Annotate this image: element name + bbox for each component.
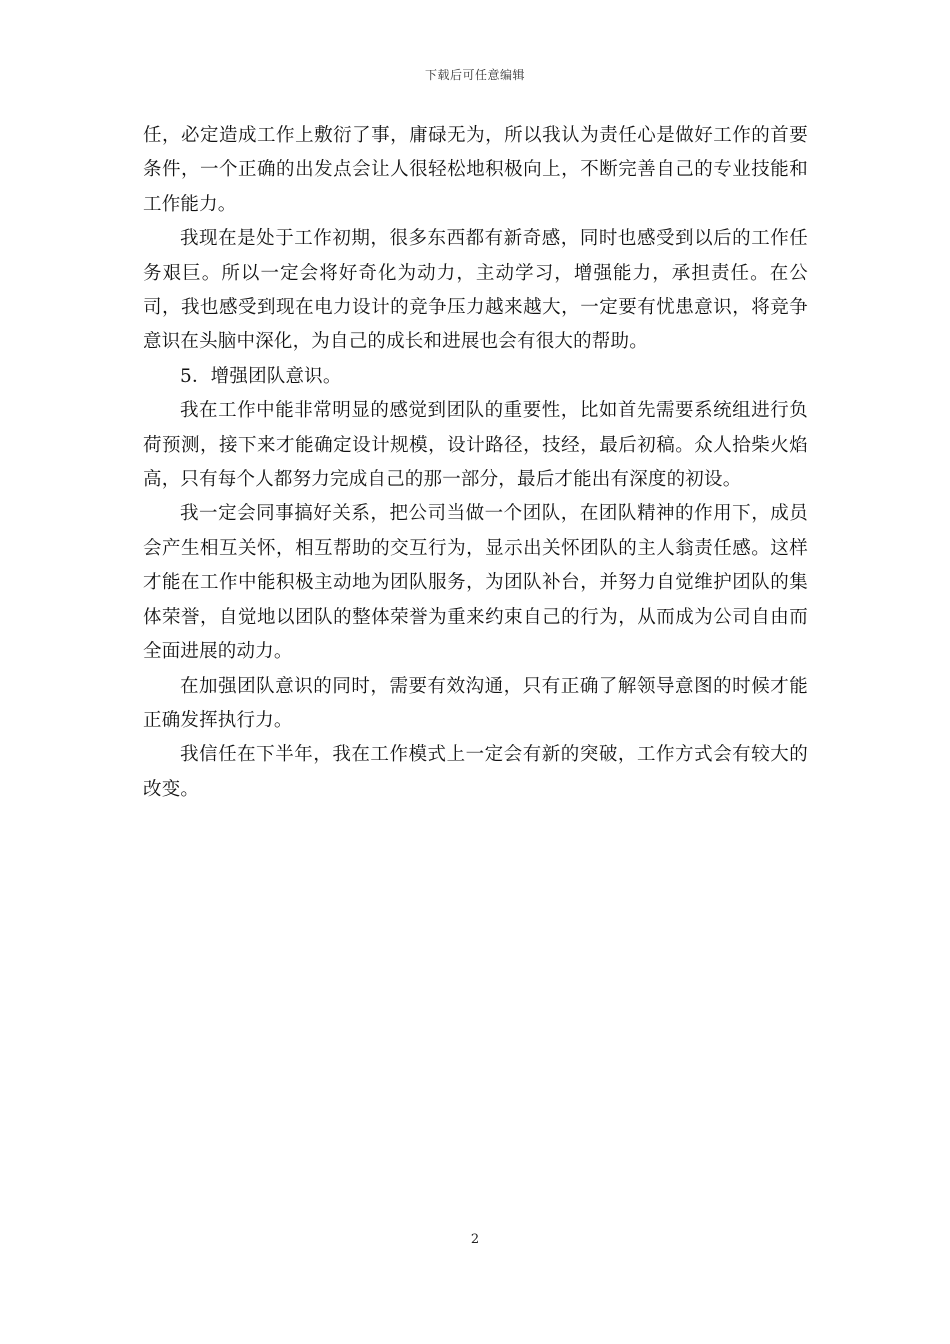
paragraph-communication: 在加强团队意识的同时，需要有效沟通，只有正确了解领导意图的时候才能正确发挥执行力。 xyxy=(143,675,808,731)
section-heading-team-awareness: 5．增强团队意识。 xyxy=(180,365,342,387)
paragraph-team-importance: 我在工作中能非常明显的感觉到团队的重要性，比如首先需要系统组进行负荷预测，接下来才能确定设计规模，设计路径，技经，最后初稿。众人拾柴火焰高，只有每个人都努力完成自己的那一部分，最后才能出有深度的初设。 xyxy=(143,400,808,491)
page-header: 下载后可任意编辑 xyxy=(424,68,525,82)
paragraph-continuation: 任，必定造成工作上敷衍了事，庸碌无为，所以我认为责任心是做好工作的首要条件，一个正确的出发点会让人很轻松地积极向上，不断完善自己的专业技能和工作能力。 xyxy=(143,125,808,215)
paragraph-conclusion: 我信任在下半年，我在工作模式上一定会有新的突破，工作方式会有较大的改变。 xyxy=(143,744,808,800)
page-number: 2 xyxy=(470,1232,480,1247)
document-body xyxy=(143,119,808,807)
paragraph-work-initial-stage: 我现在是处于工作初期，很多东西都有新奇感，同时也感受到以后的工作任务艰巨。所以一定会将好奇化为动力，主动学习，增强能力，承担责任。在公司，我也感受到现在电力设计的竞争压力越来越大，一定要有忧患意识，将竞争意识在头脑中深化，为自己的成长和进展也会有很大的帮助。 xyxy=(143,228,808,353)
paragraph-team-spirit: 我一定会同事搞好关系，把公司当做一个团队，在团队精神的作用下，成员会产生相互关怀，相互帮助的交互行为，显示出关怀团队的主人翁责任感。这样才能在工作中能积极主动地为团队服务，为团队补台，并努力自觉维护团队的集体荣誉，自觉地以团队的整体荣誉为重来约束自己的行为，从而成为公司自由而全面进展的动力。 xyxy=(143,503,808,663)
